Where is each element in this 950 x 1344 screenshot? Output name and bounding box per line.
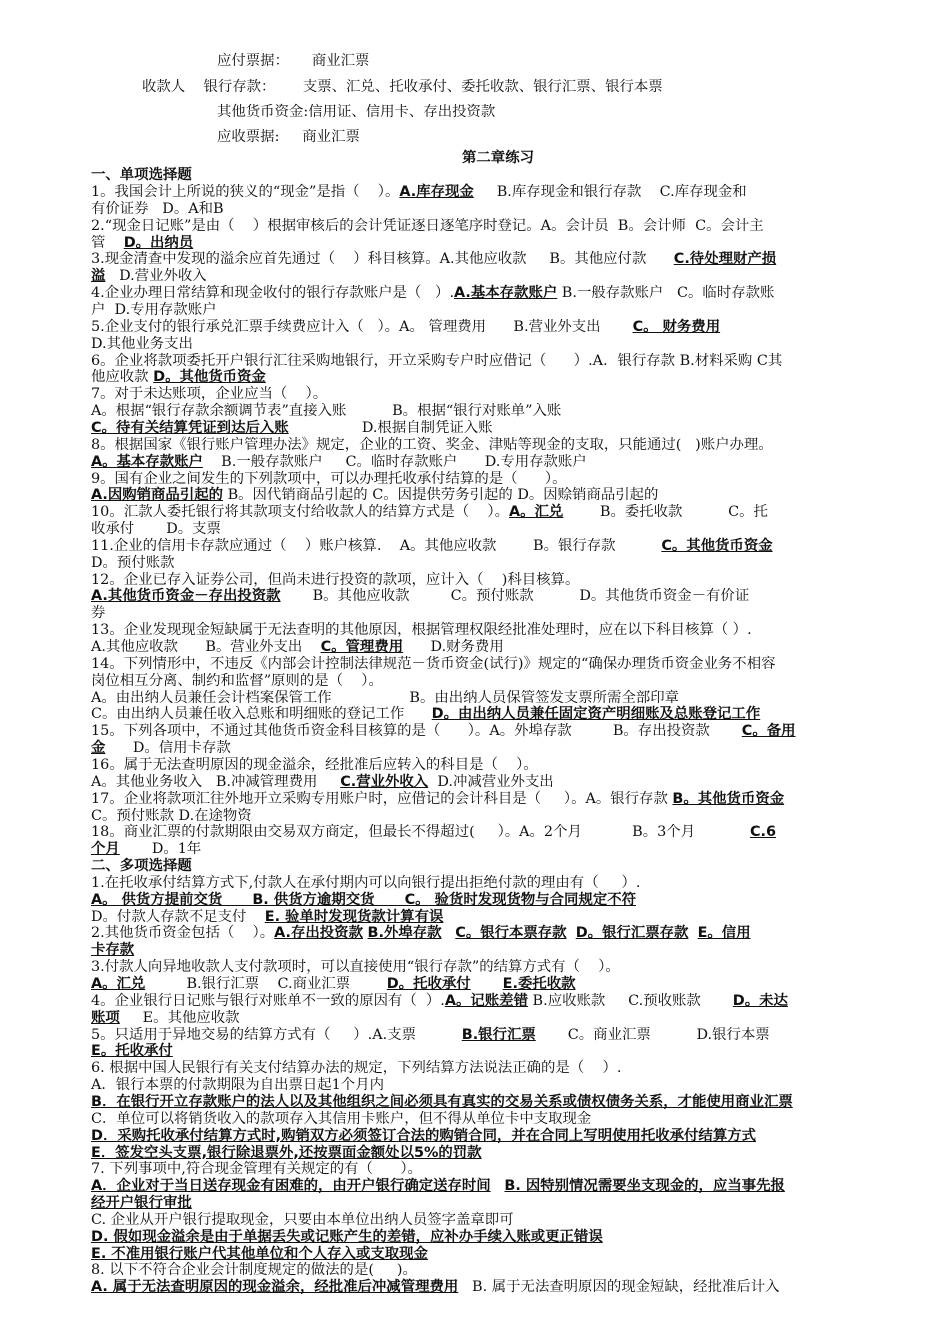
answer-highlight: D. 假如现金溢余是由于单据丢失或记账产生的差错，应补办手续入账或更正错误: [91, 1228, 603, 1245]
question-text: B.一般存款账户 C。临时存款账户 D.专用存款账户: [202, 453, 587, 470]
header-line-payable-notes: 应付票据： 商业汇票: [217, 53, 370, 69]
question-text: [567, 925, 576, 941]
question-line: [91, 268, 905, 285]
question-line: [91, 1145, 905, 1162]
answer-highlight: D。托收承付: [386, 976, 471, 992]
answer-highlight: D。出纳员: [123, 234, 194, 251]
question-line: [91, 959, 905, 976]
question-line: [91, 251, 905, 268]
question-text: D.财务费用: [403, 639, 504, 655]
question-line: [91, 1111, 905, 1128]
question-text: A。由出纳人员兼任会计档案保管工作 B。由出纳人员保管签发支票所需全部印章: [91, 689, 680, 706]
question-text: 6. 根据中国人民银行有关支付结算办法的规定，下列结算方法说法正确的是（ ）.: [91, 1060, 622, 1077]
answer-highlight: A。汇兑: [91, 976, 146, 992]
question-line: [91, 369, 905, 386]
question-text: 户 D.专用存款账户: [91, 302, 217, 318]
answer-highlight: C.营业外收入: [340, 773, 429, 790]
question-line: [91, 723, 905, 740]
question-line: [91, 909, 905, 926]
question-line: [91, 471, 905, 488]
answer-highlight: 账项: [91, 1009, 120, 1026]
question-line: [91, 1060, 905, 1077]
question-line: [91, 184, 905, 201]
question-line: [91, 218, 905, 235]
answer-highlight: E.委托收款: [502, 976, 576, 992]
question-line: [91, 925, 905, 942]
question-text: B.库存现金和银行存款 C.库存现金和: [473, 184, 747, 200]
header-line-payee: 收款人 银行存款： 支票、汇兑、托收承付、委托收款、银行汇票、银行本票: [142, 79, 663, 95]
question-text: 券: [91, 605, 106, 622]
question-line: [91, 437, 905, 454]
question-text: [471, 976, 503, 992]
question-line: [91, 791, 905, 808]
question-text: 有价证券 D。A和B: [91, 200, 224, 217]
question-text: [688, 925, 697, 941]
answer-highlight: B．在银行开立存款账户的法人以及其他组织之间必须具有真实的交易关系或债权债务关系，才能使用商业汇票: [91, 1093, 793, 1110]
question-text: D.其他业务支出: [91, 335, 193, 352]
question-text: 2.其他货币资金包括（ ）。: [91, 925, 275, 942]
answer-highlight: 溢: [91, 268, 106, 285]
question-text: [491, 1178, 505, 1194]
question-line: [91, 504, 905, 521]
question-text: 管: [91, 234, 124, 251]
question-line: [91, 353, 905, 370]
header-line-receivable-notes: 应收票据: 商业汇票: [217, 129, 360, 145]
question-text: 12。企业已存入证券公司，但尚未进行投资的款项，应计入（ )科目核算。: [91, 571, 580, 588]
question-text: D.根据自制凭证入账: [288, 419, 493, 436]
question-line: [91, 588, 905, 605]
question-text: 1。我国会计上所说的狭义的“现金”是指（ ）。: [91, 184, 400, 200]
question-line: [91, 1178, 905, 1195]
answer-highlight: E．签发空头支票,银行除退票外,还按票面金额处以5%的罚款: [91, 1144, 482, 1161]
answer-highlight: A.存出投资款: [274, 925, 363, 942]
question-line: [91, 774, 905, 791]
section-title-single-choice: 一、单项选择题: [91, 167, 192, 183]
question-text: B.一般存款账户 C。临时存款账: [557, 285, 775, 302]
question-line: [91, 808, 905, 825]
question-text: D.冲减营业外支出: [428, 773, 554, 790]
question-line: [91, 454, 905, 471]
question-line: [91, 875, 905, 892]
question-text: 6。企业将款项委托开户银行汇往采购地银行，开立采购专户时应借记（ ）.A．银行存款 B.材料采购 C其: [91, 352, 783, 369]
answer-highlight: C。 财务费用: [632, 318, 721, 335]
question-text: 2.“现金日记账”是由（ ）根据审核后的会计凭证逐日逐笔序时登记。A。会计员 B。会计师 C。会计主: [91, 217, 764, 234]
answer-highlight: D。银行汇票存款: [575, 925, 689, 942]
question-line: [91, 201, 905, 218]
question-text: 13。企业发现现金短缺属于无法查明的其他原因，根据管理权限经批准处理时，应在以下科目核算（ ）.: [91, 622, 752, 639]
question-line: [91, 572, 905, 589]
question-text: C。由出纳人员兼任收入总账和明细账的登记工作: [91, 706, 432, 723]
question-text: E。其他应收款: [119, 1009, 240, 1026]
answer-highlight: E. 不准用银行账户代其他单位和个人存入或支取现金: [91, 1245, 428, 1262]
question-line: [91, 1128, 905, 1145]
question-line: [91, 824, 905, 841]
answer-highlight: C。银行本票存款: [455, 925, 567, 942]
question-text: D。1年: [119, 841, 202, 858]
question-text: 9。国有企业之间发生的下列款项中，可以办理托收承付结算的是（ ）。: [91, 470, 567, 487]
question-line: [91, 942, 905, 959]
question-line: [91, 1195, 905, 1212]
question-text: 1.在托收承付结算方式下,付款人在承付期内可以向银行提出拒绝付款的理由有（ ）.: [91, 874, 641, 891]
answer-highlight: A.因购销商品引起的: [91, 487, 223, 504]
question-text: 5。只适用于异地交易的结算方式有（ ）.A.支票: [91, 1026, 462, 1043]
answer-highlight: C.待处理财产损: [673, 251, 777, 268]
answer-highlight: A.库存现金: [399, 184, 474, 200]
section-title-multiple-choice: 二、多项选择题: [91, 858, 192, 874]
question-text: B.银行汇票 C.商业汇票: [145, 976, 387, 992]
question-text: 4。企业银行日记账与银行对账单不一致的原因有（ ）.: [91, 992, 445, 1009]
answer-highlight: B。其他货币资金: [672, 790, 785, 807]
answer-highlight: E。信用: [697, 925, 751, 942]
chapter-title: 第二章练习: [462, 150, 534, 166]
answer-highlight: 经开户银行审批: [91, 1195, 192, 1211]
question-line: [91, 538, 905, 555]
question-line: [91, 757, 905, 774]
question-text: 18。商业汇票的付款期限由交易双方商定，但最长不得超过( ）。A。2个月 B。3个月: [91, 824, 750, 841]
question-text: B.应收账款 C.预收账款: [527, 992, 733, 1009]
answer-highlight: C。管理费用: [320, 639, 404, 655]
question-line: [91, 1279, 905, 1296]
question-text: C。预付账款 D.在途物资: [91, 807, 252, 824]
answer-highlight: 卡存款: [91, 942, 135, 959]
question-line: [91, 993, 905, 1010]
question-line: [91, 1010, 905, 1027]
question-text: D。预付账款: [91, 554, 175, 571]
question-text: 10。汇款人委托银行将其款项支付给收款人的结算方式是（ ）。: [91, 504, 509, 521]
question-line: [91, 976, 905, 993]
answer-highlight: C.6: [749, 824, 777, 841]
question-text: A。其他业务收入 B.冲减管理费用: [91, 773, 341, 790]
answer-highlight: A。记账差错: [444, 992, 528, 1009]
question-text: 5.企业支付的银行承兑汇票手续费应计入（ ）。A。 管理费用 B.营业外支出: [91, 318, 633, 335]
answer-highlight: A。 供货方提前交货 B. 供货方逾期交货 C。 验货时发现货物与合同规定不符: [91, 891, 637, 908]
question-line: [91, 673, 905, 690]
answer-highlight: B. 因特别情况需要坐支现金的，应当事先报: [504, 1178, 785, 1195]
question-line: [91, 1246, 905, 1263]
question-line: [91, 1043, 905, 1060]
question-line: [91, 420, 905, 437]
question-line: [91, 622, 905, 639]
answer-highlight: D。未达: [732, 992, 788, 1009]
question-text: 15。下列各项中，不通过其他货币资金科目核算的是（ ）。A。外埠存款 B。存出投资款: [91, 723, 742, 740]
answer-highlight: E. 验单时发现货款计算有误: [264, 908, 444, 925]
question-line: [91, 302, 905, 319]
header-line-other-funds: 其他货币资金:信用证、信用卡、存出投资款: [217, 104, 496, 120]
question-line: [91, 336, 905, 353]
answer-highlight: D．采购托收承付结算方式时,购销双方必须签订合法的购销合同，并在合同上写明使用托收承付结算方式: [91, 1127, 756, 1144]
answer-highlight: D。由出纳人员兼任固定资产明细账及总账登记工作: [431, 706, 761, 723]
question-text: 16。属于无法查明原因的现金溢余，经批准后应转入的科目是（ ）。: [91, 756, 538, 773]
question-line: [91, 319, 905, 336]
question-text: 17。企业将款项汇往外地开立采购专用账户时，应借记的会计科目是（ ）。A。银行存款: [91, 790, 673, 807]
question-text: 3.付款人向异地收款人支付款项时，可以直接使用“银行存款”的结算方式有（ ）。: [91, 959, 620, 976]
question-text: 8。根据国家《银行账户管理办法》规定，企业的工资、奖金、津贴等现金的支取，只能通过( )账户办理。: [91, 436, 773, 453]
question-line: [91, 605, 905, 622]
question-text: A.其他应收款 B。营业外支出: [91, 639, 321, 655]
question-text: 7。对于未达账项，企业应当（ ）。: [91, 386, 328, 403]
question-text: 7. 下列事项中,符合现金管理有关规定的有（ ）。: [91, 1161, 422, 1178]
answer-highlight: A。汇兑: [508, 504, 564, 521]
question-text: A．银行本票的付款期限为自出票日起1个月内: [91, 1077, 384, 1094]
answer-highlight: 个月: [91, 841, 120, 858]
question-text: A。根据“银行存款余额调节表”直接入账 B。根据“银行对账单”入账: [91, 403, 562, 420]
answer-highlight: E。托收承付: [91, 1043, 173, 1060]
question-text: D。付款人存款不足支付: [91, 908, 265, 925]
question-text: C. 企业从开户银行提取现金，只要由本单位出纳人员签字盖章即可: [91, 1211, 514, 1228]
question-line: [91, 1229, 905, 1246]
question-line: [91, 740, 905, 757]
question-text: B。因代销商品引起的 C。因提供劳务引起的 D。因赊销商品引起的: [223, 487, 659, 504]
question-line: [91, 892, 905, 909]
question-line: [91, 386, 905, 403]
question-text: 8. 以下不符合企业会计制度规定的做法的是( )。: [91, 1262, 417, 1279]
question-text: 3.现金清查中发现的溢余应首先通过（ ）科目核算。A.其他应收款 B。其他应付款: [91, 251, 674, 268]
question-line: [91, 521, 905, 538]
answer-highlight: C。待有关结算凭证到达后入账: [91, 419, 289, 436]
answer-highlight: D。其他货币资金: [153, 369, 266, 386]
question-line: [91, 656, 905, 673]
question-line: [91, 1212, 905, 1229]
question-line: [91, 841, 905, 858]
question-line: [91, 1077, 905, 1094]
question-line: [91, 487, 905, 504]
question-text: B。其他应收款 C。预付账款 D。其他货币资金－有价证: [280, 588, 750, 605]
question-text: 14。下列情形中，不违反《内部会计控制法律规范－货币资金(试行)》规定的“确保办理货币资金业务不相容: [91, 655, 776, 672]
question-text: 收承付 D。支票: [91, 521, 221, 537]
answer-highlight: A.基本存款账户: [454, 285, 558, 302]
question-text: C．单位可以将销货收入的款项存入其信用卡账户，但不得从单位卡中支取现金: [91, 1110, 592, 1127]
answer-highlight: A. 属于无法查明原因的现金溢余，经批准后冲减管理费用: [91, 1279, 459, 1296]
question-text: 岗位相互分离、制约和监督”原则的是（ ）。: [91, 672, 383, 689]
question-text: 4.企业办理日常结算和现金收付的银行存款账户是（ ）.: [91, 285, 455, 302]
question-text: 他应收款: [91, 369, 154, 386]
question-line: [91, 285, 905, 302]
question-text: D。信用卡存款: [105, 740, 231, 757]
answer-highlight: A。基本存款账户: [91, 453, 203, 470]
answer-highlight: A.其他货币资金－存出投资款: [91, 588, 281, 605]
question-text: C。商业汇票 D.银行本票: [535, 1026, 770, 1043]
question-text: D.营业外收入: [105, 268, 207, 285]
question-line: [91, 639, 905, 656]
question-line: [91, 706, 905, 723]
question-line: [91, 235, 905, 252]
question-line: [91, 1027, 905, 1044]
question-line: [91, 403, 905, 420]
answer-highlight: B.外埠存款: [367, 925, 442, 942]
question-text: B。委托收款 C。托: [563, 504, 768, 521]
answer-highlight: B.银行汇票: [461, 1026, 536, 1043]
question-text: B. 属于无法查明原因的现金短缺，经批准后计入: [458, 1279, 780, 1296]
answer-highlight: 金: [91, 740, 106, 757]
answer-highlight: A．企业对于当日送存现金有困难的，由开户银行确定送存时间: [91, 1178, 491, 1195]
answer-highlight: C。备用: [741, 723, 796, 740]
question-line: [91, 555, 905, 572]
question-line: [91, 1161, 905, 1178]
question-line: [91, 1262, 905, 1279]
question-line: [91, 690, 905, 707]
answer-highlight: C。其他货币资金: [661, 537, 773, 554]
question-text: [442, 925, 456, 941]
question-line: [91, 1094, 905, 1111]
question-text: 11.企业的信用卡存款应通过（ ）账户核算. A。其他应收款 B。银行存款: [91, 537, 662, 554]
